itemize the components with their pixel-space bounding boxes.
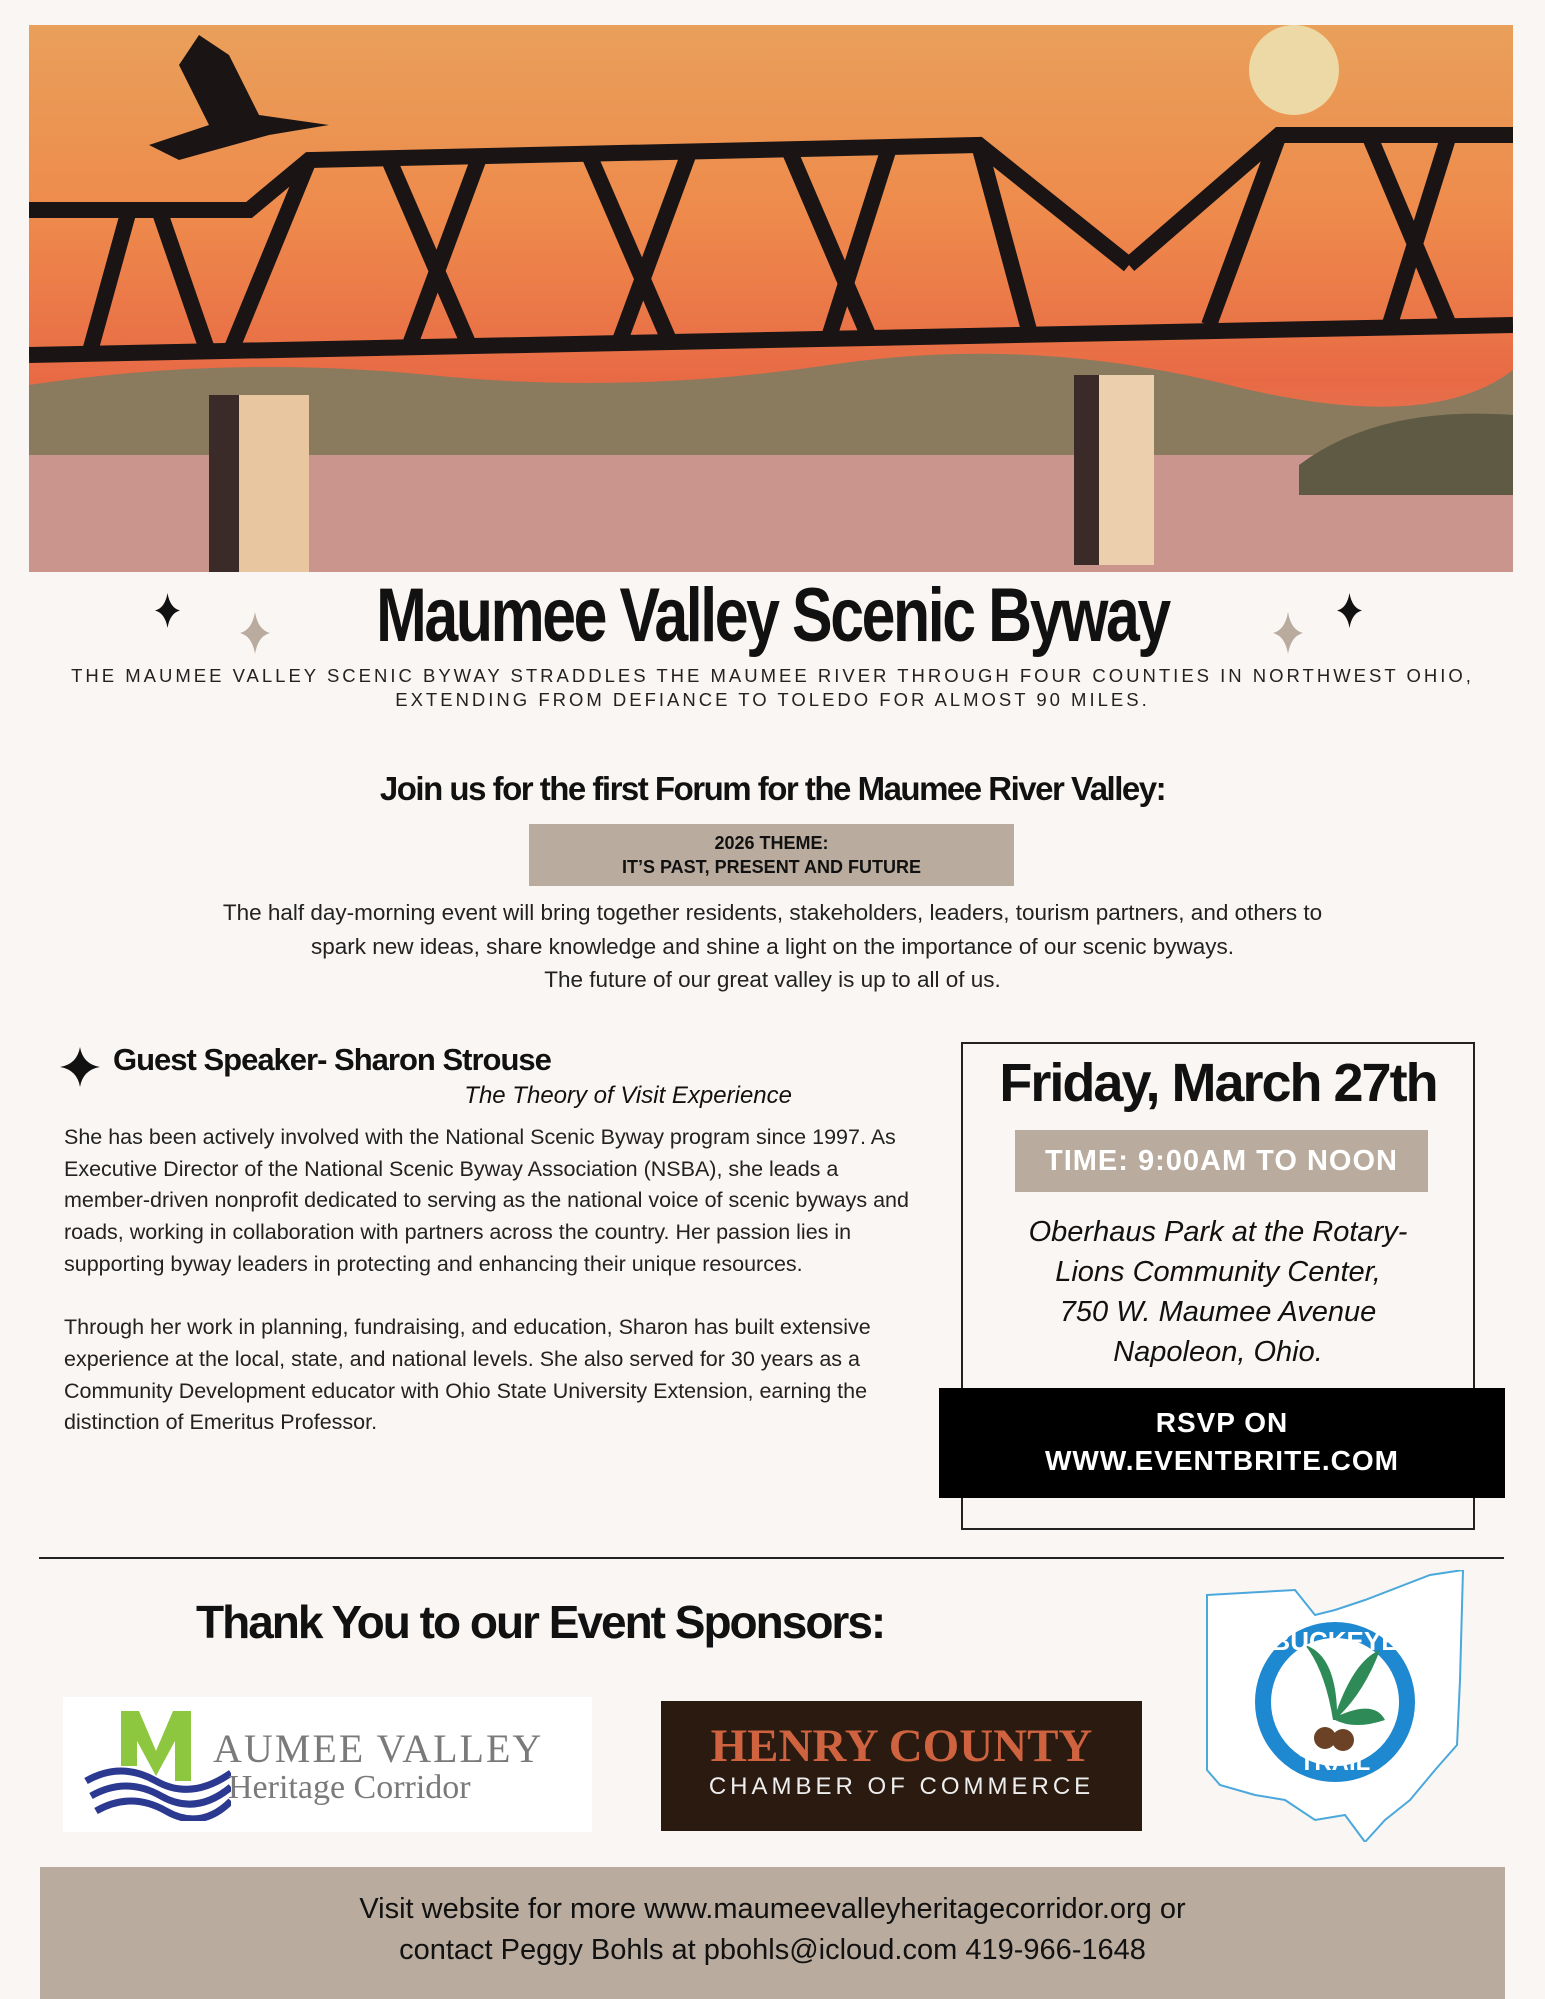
logo-text: CHAMBER OF COMMERCE xyxy=(708,1773,1095,1800)
event-time: TIME: 9:00AM TO NOON xyxy=(1015,1130,1428,1192)
theme-box xyxy=(529,824,1014,886)
logo-text: TRAIL xyxy=(1299,1749,1371,1776)
speaker-bio xyxy=(64,1122,914,1439)
bio-paragraph: Through her work in planning, fundraising, and education, Sharon has built extensive experience at the local, state, and national levels. She also served for 30 years as a Community Development educator with Ohio State University Extension, earning the distinction of Emeritus Professor. xyxy=(64,1315,871,1435)
wave-m-icon xyxy=(81,1711,231,1821)
byway-description: THE MAUMEE VALLEY SCENIC BYWAY STRADDLES THE MAUMEE RIVER THROUGH FOUR COUNTIES IN NORTHWEST OHIO, EXTENDING FROM DEFIANCE TO TOLEDO FOR ALMOST 90 MILES. xyxy=(71,665,1474,710)
theme-label: 2026 THEME: xyxy=(714,833,829,853)
bridge-sunset-banner xyxy=(29,25,1513,572)
contact-footer xyxy=(40,1867,1505,1999)
rsvp-label: RSVP ON xyxy=(1155,1407,1289,1438)
henry-county-logo xyxy=(661,1701,1142,1831)
sponsors-heading: Thank You to our Event Sponsors: xyxy=(196,1596,885,1648)
rsvp-banner xyxy=(939,1388,1505,1498)
description-line: spark new ideas, share knowledge and shine a light on the importance of our scenic byways. xyxy=(310,933,1235,959)
bio-paragraph: She has been actively involved with the National Scenic Byway program since 1997. As Executive Director of the National Scenic Byway Association (NSBA), she leads a member-driven nonprofit dedicated to serving as the national voice of scenic byways and roads, working in collaboration with partners across the country. Her passion lies in supporting byway leaders in protecting and enhancing their unique resources. xyxy=(64,1125,909,1276)
divider xyxy=(39,1557,1504,1559)
logo-text: AUMEE VALLEY xyxy=(213,1726,544,1771)
address-line: Oberhaus Park at the Rotary- xyxy=(1028,1216,1408,1248)
description-line: The future of our great valley is up to all of us. xyxy=(544,967,1001,992)
forum-heading: Join us for the first Forum for the Maumee River Valley: xyxy=(379,770,1166,807)
rsvp-link[interactable]: WWW.EVENTBRITE.COM xyxy=(1045,1445,1399,1476)
maumee-valley-logo xyxy=(63,1697,592,1832)
description-line: The half day-morning event will bring together residents, stakeholders, leaders, tourism partners, and others to xyxy=(222,900,1323,925)
logo-text: Heritage Corridor xyxy=(228,1769,471,1806)
star-icon xyxy=(60,1047,100,1087)
event-date: Friday, March 27th xyxy=(999,1053,1437,1113)
address-line: 750 W. Maumee Avenue xyxy=(1059,1296,1377,1328)
speaker-heading: Guest Speaker- Sharon Strouse xyxy=(113,1042,551,1077)
buckeye-trail-logo xyxy=(1205,1570,1467,1842)
theme-text: IT’S PAST, PRESENT AND FUTURE xyxy=(621,857,922,877)
page-title: Maumee Valley Scenic Byway xyxy=(376,573,1169,658)
event-description xyxy=(60,896,1485,997)
event-address xyxy=(961,1212,1475,1372)
logo-text: HENRY COUNTY xyxy=(710,1720,1093,1772)
talk-title: The Theory of Visit Experience xyxy=(464,1082,792,1109)
address-line: Napoleon, Ohio. xyxy=(1113,1336,1323,1368)
address-line: Lions Community Center, xyxy=(1055,1256,1381,1288)
logo-text: BUCKEYE xyxy=(1271,1626,1399,1656)
website-line[interactable]: Visit website for more www.maumeevalleyheritagecorridor.org or xyxy=(359,1893,1186,1925)
contact-line[interactable]: contact Peggy Bohls at pbohls@icloud.com 419-966-1648 xyxy=(399,1934,1146,1966)
